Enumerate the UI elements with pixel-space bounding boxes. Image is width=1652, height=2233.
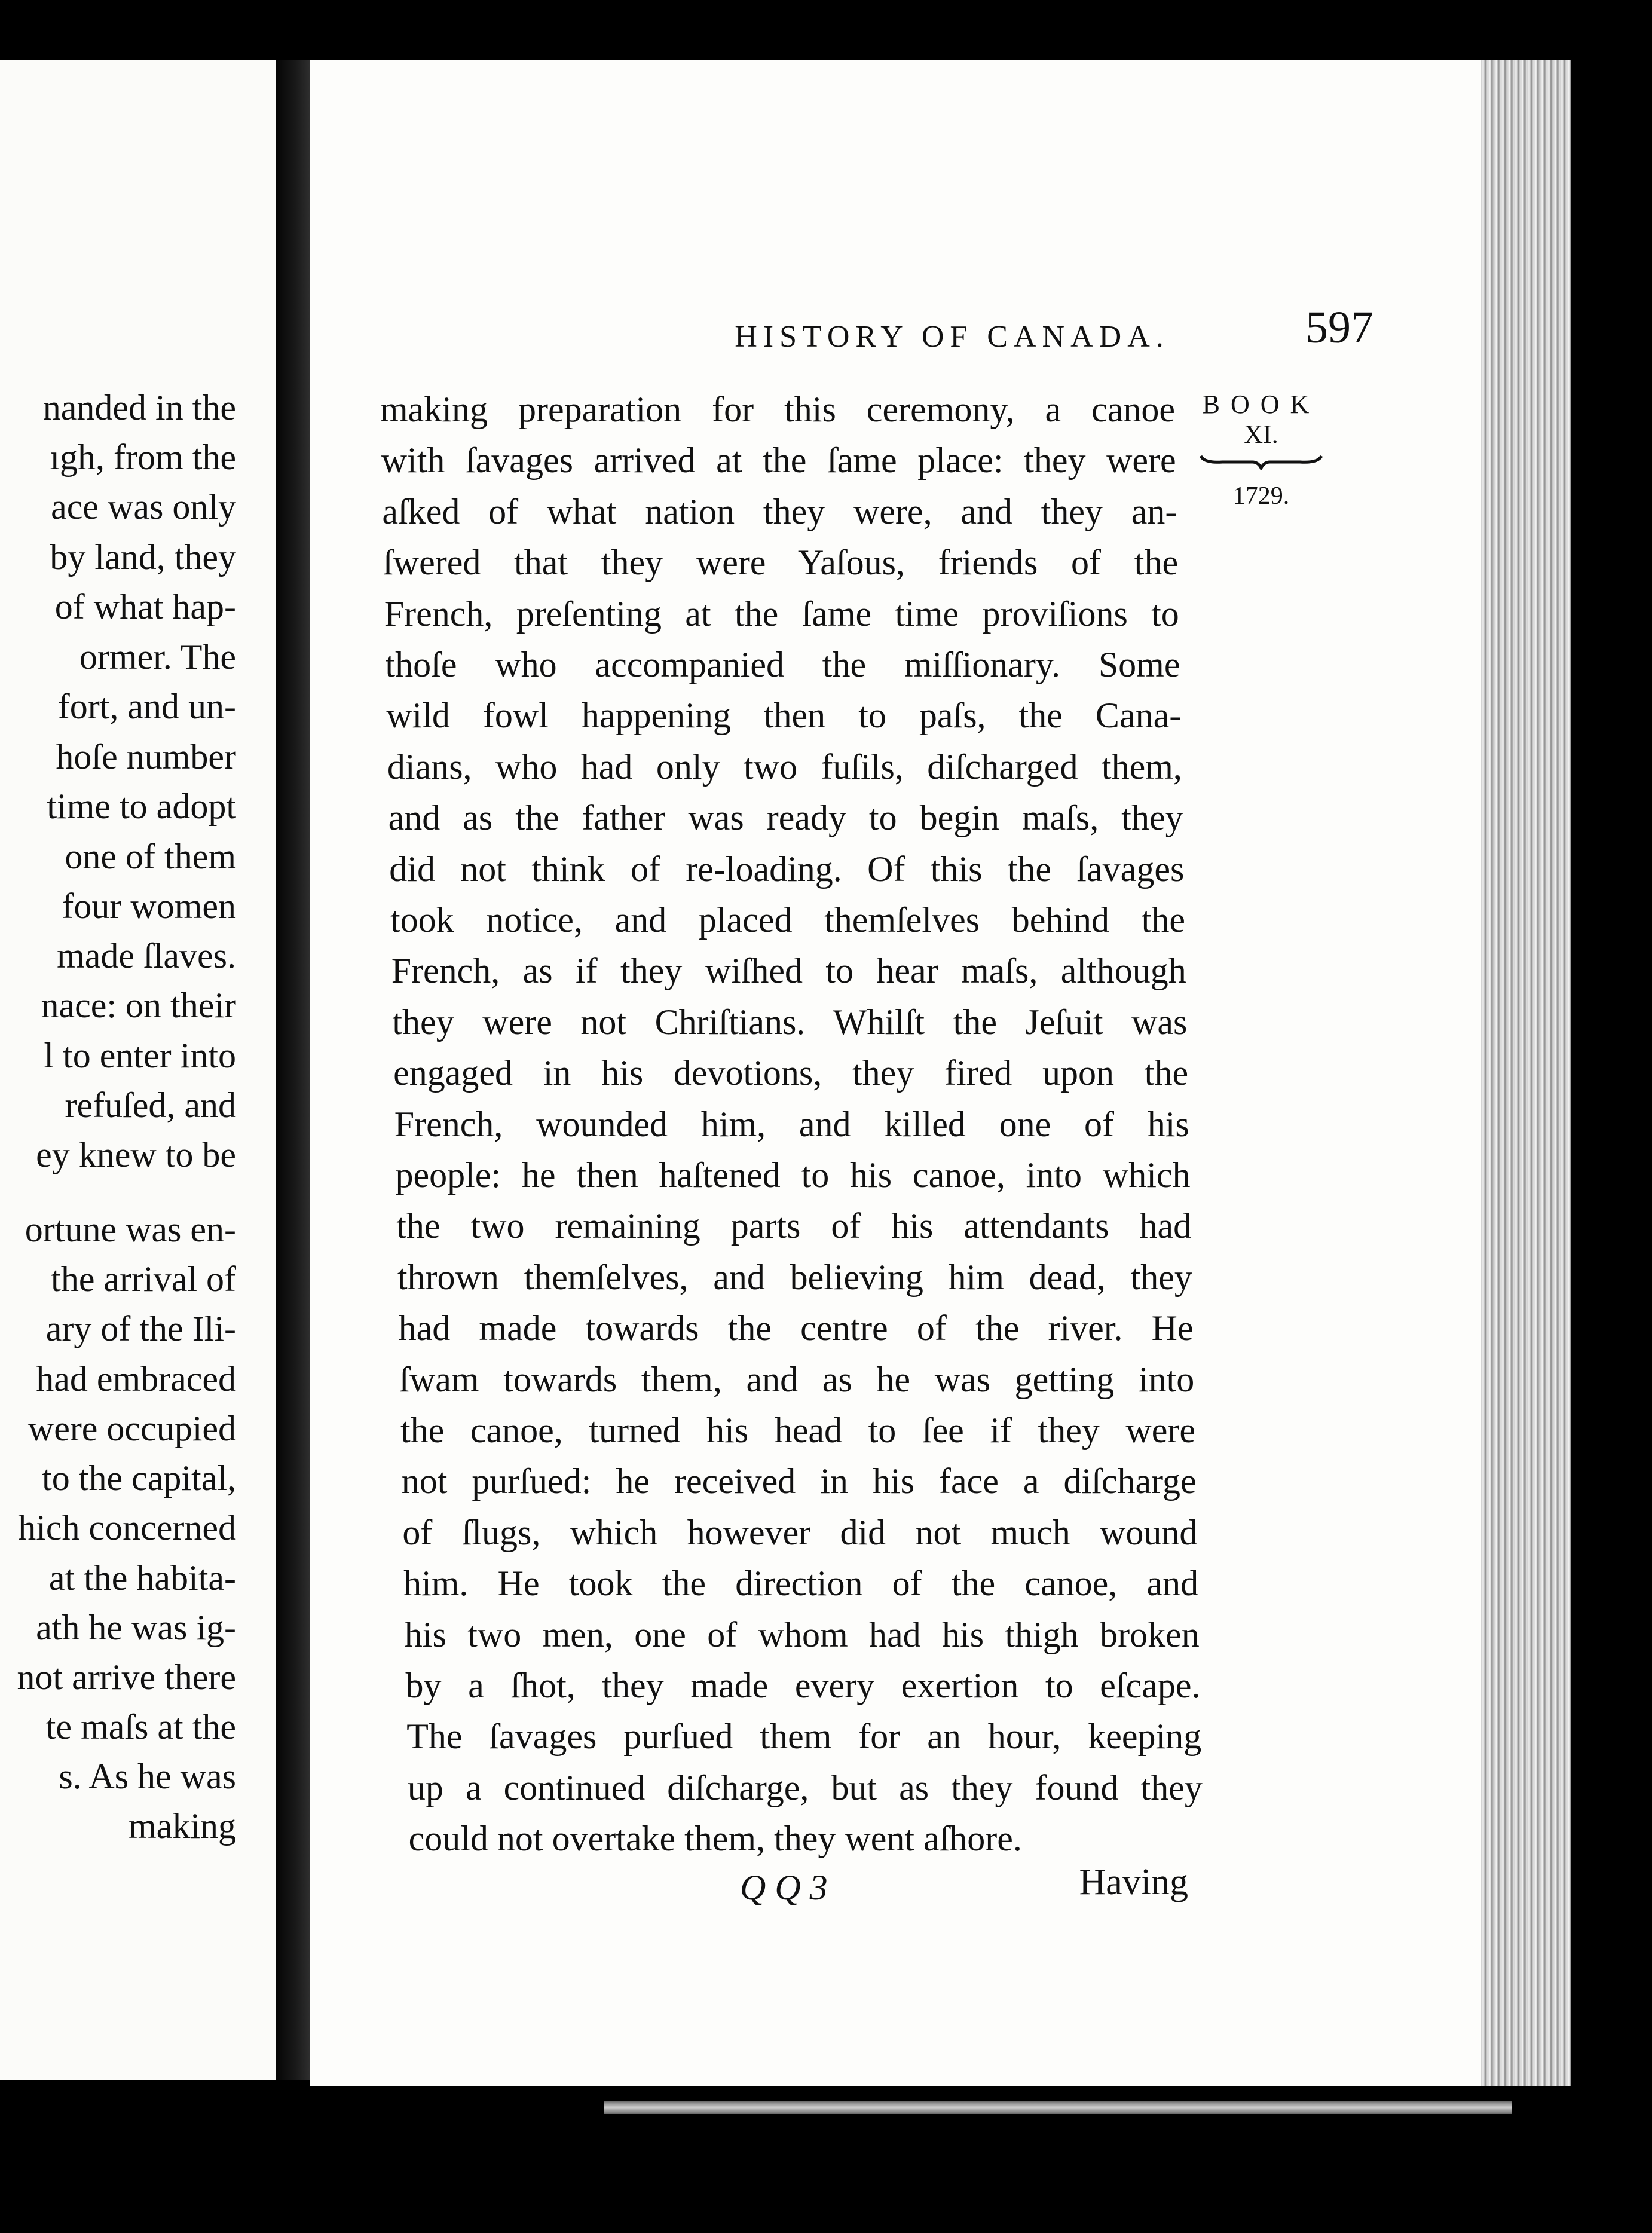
- left-text-line: nanded in the: [42, 388, 236, 427]
- page-number: 597: [1305, 302, 1373, 353]
- left-text-line: ormer. The: [79, 637, 236, 677]
- text-line: ſwam towards them, and as he was getting into: [399, 1359, 1195, 1399]
- text-line: the two remaining parts of his attendants had: [396, 1206, 1192, 1246]
- text-line: the canoe, turned his head to ſee if they were: [400, 1411, 1195, 1450]
- left-text-line: s. As he was: [59, 1757, 236, 1796]
- text-line: thoſe who accompanied the miſſionary. Some: [385, 645, 1180, 684]
- text-line: they were not Chriſtians. Whilſt the Jeſuit was: [392, 1002, 1188, 1042]
- text-line: by a ſhot, they made every exertion to eſcape.: [405, 1666, 1201, 1705]
- left-text-line: by land, they: [50, 537, 236, 577]
- left-text-line: not arrive there: [17, 1657, 236, 1697]
- page-bottom-edge: [604, 2101, 1512, 2114]
- text-line: engaged in his devotions, they fired upon the: [393, 1053, 1189, 1093]
- left-text-line: nace: on their: [41, 986, 236, 1025]
- running-head: HISTORY OF CANADA.: [735, 320, 1170, 354]
- left-text-line: ath he was ig-: [36, 1608, 236, 1647]
- marginal-book-number: XI.: [1244, 420, 1278, 449]
- left-text-line: ey knew to be: [36, 1135, 236, 1174]
- left-text-line: ace was only: [51, 487, 236, 527]
- left-text-line: ary of the Ili-: [45, 1309, 236, 1348]
- text-line: of ſlugs, which however did not much wound: [402, 1512, 1198, 1552]
- text-line: did not think of re-loading. Of this the ſavages: [389, 849, 1185, 889]
- left-text-line: time to adopt: [47, 787, 236, 826]
- text-line: his two men, one of whom had his thigh broken: [404, 1614, 1200, 1654]
- left-text-line: the arrival of: [51, 1259, 236, 1299]
- text-line: could not overtake them, they went aſhore.: [408, 1819, 1022, 1859]
- left-text-line: made ſlaves.: [57, 936, 236, 975]
- text-line: French, wounded him, and killed one of his: [394, 1104, 1189, 1144]
- right-page: [310, 60, 1571, 2086]
- left-text-line: hoſe number: [56, 737, 236, 776]
- text-line: aſked of what nation they were, and they an-: [382, 491, 1177, 531]
- left-text-line: fort, and un-: [57, 687, 236, 726]
- text-line: took notice, and placed themſelves behind the: [390, 900, 1185, 940]
- left-text-line: to the capital,: [42, 1458, 236, 1498]
- left-text-line: ortune was en-: [25, 1210, 236, 1249]
- text-line: dians, who had only two fuſils, diſcharged them,: [387, 747, 1182, 787]
- text-line: wild fowl happening then to paſs, the Cana-: [386, 696, 1182, 736]
- book-gutter: [276, 60, 310, 2080]
- left-text-line: were occupied: [27, 1409, 236, 1448]
- catchword: Having: [1079, 1862, 1188, 1902]
- text-line: ſwered that they were Yaſous, friends of the: [383, 543, 1179, 583]
- text-line: The ſavages purſued them for an hour, keeping: [406, 1717, 1202, 1757]
- left-text-line: te maſs at the: [45, 1707, 236, 1746]
- text-line: French, as if they wiſhed to hear maſs, although: [391, 951, 1186, 991]
- left-text-line: at the habita-: [48, 1558, 236, 1598]
- left-text-line: hich concerned: [18, 1508, 236, 1547]
- left-page: [0, 60, 276, 2080]
- text-line: making preparation for this ceremony, a canoe: [380, 390, 1175, 429]
- body-text: [310, 60, 1571, 2086]
- marginal-book-label: BOOK: [1202, 390, 1320, 419]
- text-line: thrown themſelves, and believing him dead, they: [397, 1257, 1192, 1297]
- left-text-line: had embraced: [36, 1359, 236, 1399]
- text-line: not purſued: he received in his face a diſcharge: [401, 1461, 1197, 1501]
- text-line: him. He took the direction of the canoe, and: [403, 1564, 1199, 1604]
- text-line: had made towards the centre of the river. He: [398, 1308, 1194, 1348]
- left-text-line: refuſed, and: [65, 1085, 236, 1125]
- left-text-line: four women: [62, 886, 236, 926]
- text-line: French, preſenting at the ſame time proviſions to: [384, 594, 1179, 634]
- left-text-line: l to enter into: [44, 1036, 236, 1075]
- text-line: with ſavages arrived at the ſame place: they were: [381, 441, 1176, 481]
- text-line: and as the father was ready to begin maſs, they: [388, 798, 1183, 838]
- left-text-line: making: [129, 1806, 236, 1846]
- text-line: up a continued diſcharge, but as they found they: [407, 1767, 1203, 1807]
- marginal-year: 1729.: [1232, 482, 1290, 510]
- left-text-line: one of them: [65, 837, 236, 876]
- left-text-line: of what hap-: [54, 587, 236, 626]
- text-line: people: he then haſtened to his canoe, into which: [395, 1155, 1191, 1195]
- left-text-line: ıgh, from the: [50, 438, 236, 477]
- signature-mark: Q Q 3: [740, 1868, 828, 1907]
